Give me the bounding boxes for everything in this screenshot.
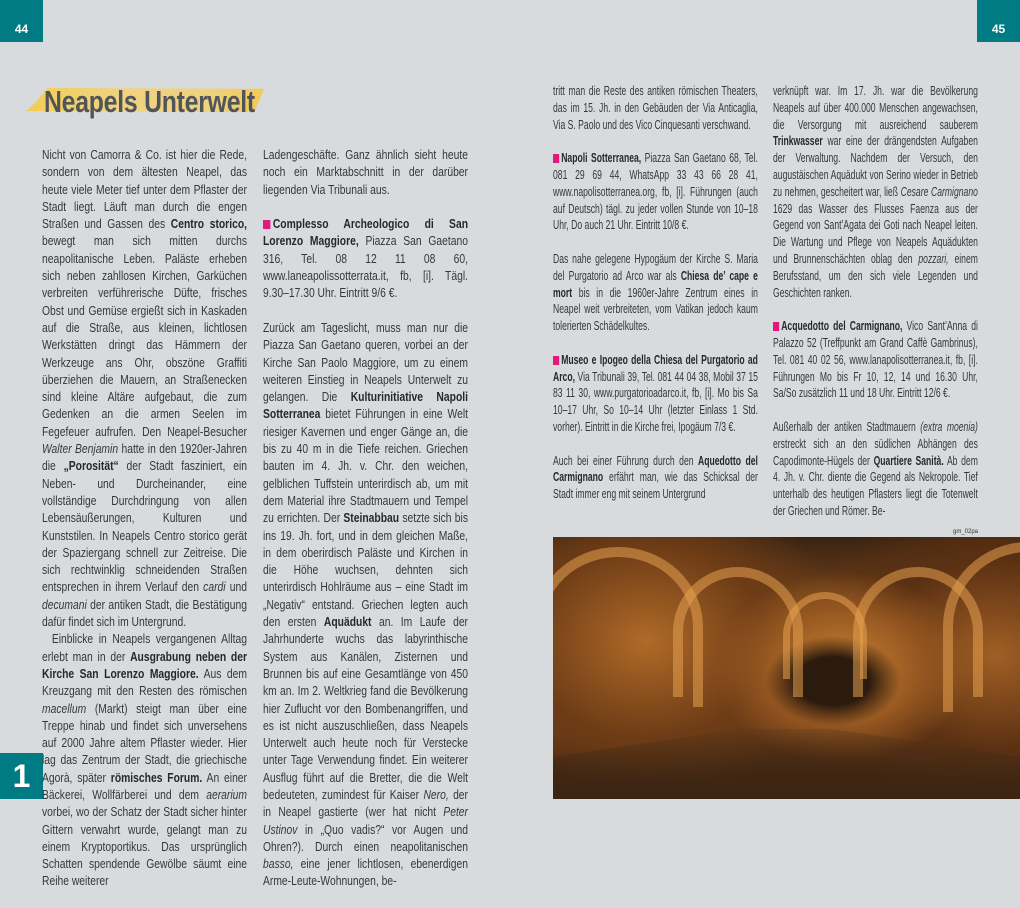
text-column-4 [773, 83, 978, 537]
catacomb-photo [553, 537, 1020, 799]
text-segment: setzte sich bis ins 19. Jh. fort, und in dem gleichen Maße, in dem oberirdisch Paläste und Kirchen in die Höhe wuchsen, dehnten sich unterirdisch Hohlräume aus – eine Stadt im „Negativ“ entstand. Griechen legten auch den ersten [263, 511, 469, 630]
paragraph [553, 83, 758, 133]
italic-text: macellum [42, 701, 87, 716]
bold-text: Complesso Archeologico di San Lorenzo Maggiore, [263, 217, 468, 249]
paragraph [553, 251, 758, 335]
italic-text: pozzari, [918, 251, 949, 266]
info-box [263, 216, 468, 302]
text-segment: bis in die 1960er-Jahre Zentrum eines in Neapel weit verbreiteten, vom Vatikan jedoch kaum tolerierten Schädelkultes. [553, 285, 758, 334]
text-segment: Via Tribunali 39, Tel. 081 44 04 38, Mobil 37 15 83 11 30, www.purgatorioadarco.it, fb, [i]. Mo bis Sa 10–17 Uhr, So 10–14 Uhr (letzter Einlass 1 Std. vorher). Eintritt in die Kirche frei, Ipogäum 7/3 €. [553, 369, 758, 434]
italic-text: Cesare Carmignano [900, 184, 978, 199]
text-segment: tritt man die Reste des antiken römischen Theaters, das im 15. Jh. in den Gebäuden der Via Anticaglia, Via S. Paolo und des Vico Cinquesanti verschwand. [553, 84, 758, 132]
bold-text: Trinkwasser [773, 134, 823, 149]
bold-text: Ausgrabung neben der Kirche San Lorenzo Maggiore. [42, 649, 247, 681]
title-block [26, 84, 266, 119]
text-column-3 [553, 83, 758, 520]
italic-text: basso, [263, 857, 294, 872]
text-segment: (Markt) steigt man über eine Treppe hinab und findet sich unversehens auf 2000 Jahre altem Pflaster wieder. Hier lag das Zentrum der Stadt, die griechische Agorà, später [42, 701, 247, 785]
bold-text: Aquedotto del Carmignano [553, 453, 758, 485]
text-segment: Vico Sant’Anna di Palazzo 52 (Treffpunkt am Grand Caffè Gambrinus), Tel. 081 40 02 56, www.lanapolisotterranea.it, fb, [i]. Führungen Mo bis Fr 10, 12, 14 und 16.30 Uhr, Sa/So zusätzlich 11 und 18 Uhr. Eintritt 12/6 €. [773, 319, 978, 401]
bold-text: römisches Forum. [110, 770, 203, 785]
info-box [553, 352, 758, 436]
bold-text: Centro storico, [170, 217, 247, 232]
photo-credit: gm_02pa [953, 529, 979, 535]
text-segment: Aus dem Kreuzgang mit den Resten des römischen [42, 666, 247, 699]
paragraph [42, 631, 247, 890]
text-segment: Nicht von Camorra & Co. ist hier die Rede, sondern von dem ältesten Neapel, das heute viele Meter tief unter dem Pflaster der Stadt liegt. Läuft man durch die engen Straßen und Gassen des [42, 148, 247, 232]
text-segment: Ladengeschäfte. Ganz ähnlich sieht heute noch ein Marktabschnitt in der darüber liegenden Via Tribunali aus. [263, 148, 468, 197]
text-segment: Einblicke in Neapels vergangenen Alltag erlebt man in der [42, 632, 248, 664]
page-title: Neapels Unterwelt [44, 84, 255, 119]
text-segment: Piazza San Gaetano 316, Tel. 08 12 11 08 60, www.laneapolissotterrata.it, fb, [i]. Tägl. 9.30–17.30 Uhr. Eintritt 9/6 €. [263, 234, 468, 301]
text-segment: der Stadt fasziniert, ein Neben- und Durcheinander, eine vollständige Durchdringung von allen Lebensäußerungen, Kulturen und Kunststilen. In Neapels Centro storico gerät der Spaziergang schnell zur Zeitreise. Die sich rechtwinklig schneidenden Straßen entsprechen in ihrem Verlauf den [42, 459, 247, 595]
text-segment: der in Neapel gastierte (wer hat nicht [263, 787, 468, 820]
italic-text: decumani [42, 597, 87, 612]
paragraph [42, 147, 247, 631]
bold-text: Steinabbau [343, 511, 400, 526]
paragraph [553, 453, 758, 503]
paragraph [263, 320, 468, 891]
text-column-1 [42, 147, 247, 908]
italic-text: (extra moenia) [920, 419, 978, 434]
italic-text: Peter Ustinov [263, 805, 468, 837]
text-segment: vorbei, wo der Schatz der Stadt sicher hinter Gittern verwahrt wurde, gelangt man zu einem Kryptoportikus. Das ursprünglich Schatten spendende Gewölbe säumt eine Reihe weiterer [42, 805, 247, 889]
bold-text: „Porosität“ [63, 459, 119, 474]
text-segment: bewegt man sich mitten durchs neapolitanische Leben. Paläste erheben sich neben zahllosen Kirchen, Garküchen verbreiten verführerische Düfte, frisches Obst und Gemüse ergießt sich in Kaskaden auf die Straße, aus kleinen, lichtlosen Werkstätten dringt das Hämmern der Werkzeuge ans Ohr, obszöne Graffiti überziehen die Mauern, an Straßenecken sind kleine Altäre aufgebaut, die zum Gedenken an die armen Seelen im Fegefeuer aufrufen. Den Neapel-Besucher [42, 234, 247, 439]
bold-text: Napoli Sotterranea, [561, 151, 642, 166]
bullet-square-icon [553, 154, 559, 163]
text-segment: Zurück am Tageslicht, muss man nur die Piazza San Gaetano queren, vorbei an der Kirche San Paolo Maggiore, um zu einem weiteren Einstieg in Neapels Unterwelt zu gelangen. Die [263, 320, 468, 405]
bold-text: Quartiere Sanità. [873, 453, 944, 468]
chapter-number: 1 [12, 757, 31, 794]
text-segment: hatte in den 1920er-Jahren die [42, 442, 247, 474]
text-segment: war eine der drängendsten Aufgaben der Verwaltung. Nachdem der Versuch, den augustäischen Aquädukt von Serino wieder in Betrieb zu nehmen, gescheitert war, ließ [773, 134, 978, 199]
bullet-square-icon [773, 322, 779, 331]
text-segment: in „Quo vadis?“ vor Augen und Ohren?). Durch einen neapolitanischen [263, 822, 468, 854]
bullet-square-icon [263, 220, 270, 229]
italic-text: cardi [203, 580, 226, 595]
paragraph [263, 147, 468, 199]
bold-text: Chiesa de’ cape e mort [553, 268, 758, 300]
italic-text: aerarium [206, 787, 247, 802]
text-segment: Außerhalb der antiken Stadtmauern [773, 419, 921, 434]
bullet-square-icon [553, 356, 559, 365]
text-segment: der antiken Stadt, die Bestätigung dafür findet sich im Untergrund. [42, 597, 247, 630]
info-box [773, 318, 978, 402]
text-column-2 [263, 147, 468, 908]
text-segment: verknüpft war. Im 17. Jh. war die Bevölkerung Neapels auf über 400.000 Menschen angewachsen, die Versorgung mit ausreichend sauberem [773, 84, 978, 132]
page-number-right-text: 45 [991, 22, 1006, 36]
info-box [553, 150, 758, 234]
text-segment: Ab dem 4. Jh. v. Chr. diente die Gegend als Nekropole. Tief unterhalb des heutigen Pflasters liegt die Totenwelt der Griechen und Römer. Be- [773, 453, 978, 518]
page-number-right [977, 0, 1020, 42]
italic-text: Nero, [423, 787, 449, 802]
text-segment: Piazza San Gaetano 68, Tel. 081 29 69 44, WhatsApp 33 43 66 28 41, www.napolisotterranea.org, fb, [i]. Führungen (auch auf Deutsch) tägl. zu jeder vollen Stunde von 10–18 Uhr, Do auch 21 Uhr. Eintritt 10/8 €. [553, 151, 758, 233]
bold-text: Kulturinitiative Napoli Sotterranea [263, 390, 468, 422]
photo-arch [943, 542, 1020, 712]
text-segment: 1629 das Wasser des Flusses Faenza aus der Gegend von Sant’Agata dei Goti nach Neapel leiten. Die Wartung und Pflege von Neapels Aquädukten und Brunnenschächten oblag den [773, 201, 978, 266]
text-segment: erfährt man, wie das Schicksal der Stadt immer eng mit seinem Untergrund [553, 470, 758, 502]
text-segment: bietet Führungen in eine Welt riesiger Kavernen und enger Gänge an, die bis zu 40 m in die Tiefe reichen. Griechen bauten im 4. Jh. v. Chr. den weichen, gelblichen Tuffstein unterirdisch ab, um mit dem Material ihre Stadtmauern und Tempel zu errichten. Der [263, 407, 468, 526]
chapter-tab [0, 753, 43, 799]
text-segment: erstreckt sich an den südlichen Abhängen des Capodimonte-Hügels der [773, 436, 978, 468]
text-segment: und [225, 580, 247, 595]
text-segment: An einer Bäckerei, Wollfärberei und dem [42, 770, 247, 802]
text-segment: eine jener lichtlosen, ebenerdigen Arme-Leute-Wohnungen, be- [263, 857, 468, 889]
page-number-left-text: 44 [14, 22, 29, 36]
bold-text: Museo e Ipogeo della Chiesa del Purgatorio ad Arco, [553, 352, 758, 384]
text-segment: einem Berufsstand, um den sich viele Legenden und Geschichten ranken. [773, 251, 978, 300]
bold-text: Aquädukt [323, 615, 372, 630]
bold-text: Acquedotto del Carmignano, [781, 319, 903, 334]
paragraph [773, 83, 978, 301]
text-segment: Das nahe gelegene Hypogäum der Kirche S. Maria del Purgatorio ad Arco war als [553, 251, 758, 283]
text-segment: an. Im Laufe der Jahrhunderte wuchs das labyrinthische System aus Kanälen, Zisternen und Brunnen bis auf eine Gesamtlänge von 450 km an. Im 2. Weltkrieg fand die Bevölkerung hier Zuflucht vor den Bombenangriffen, und es ist nicht auszuschließen, dass Neapels Unterwelt auch heute noch für Verstecke unter Tage Verwendung findet. Ein weiterer Ausflug führt auf die Bretter, die die Welt bedeuteten, zumindest für Kaiser [263, 615, 468, 802]
page-number-left [0, 0, 43, 42]
italic-text: Walter Benjamin [42, 442, 119, 457]
text-segment: Auch bei einer Führung durch den [553, 453, 698, 468]
paragraph [773, 419, 978, 520]
photo-floor [553, 729, 1020, 799]
